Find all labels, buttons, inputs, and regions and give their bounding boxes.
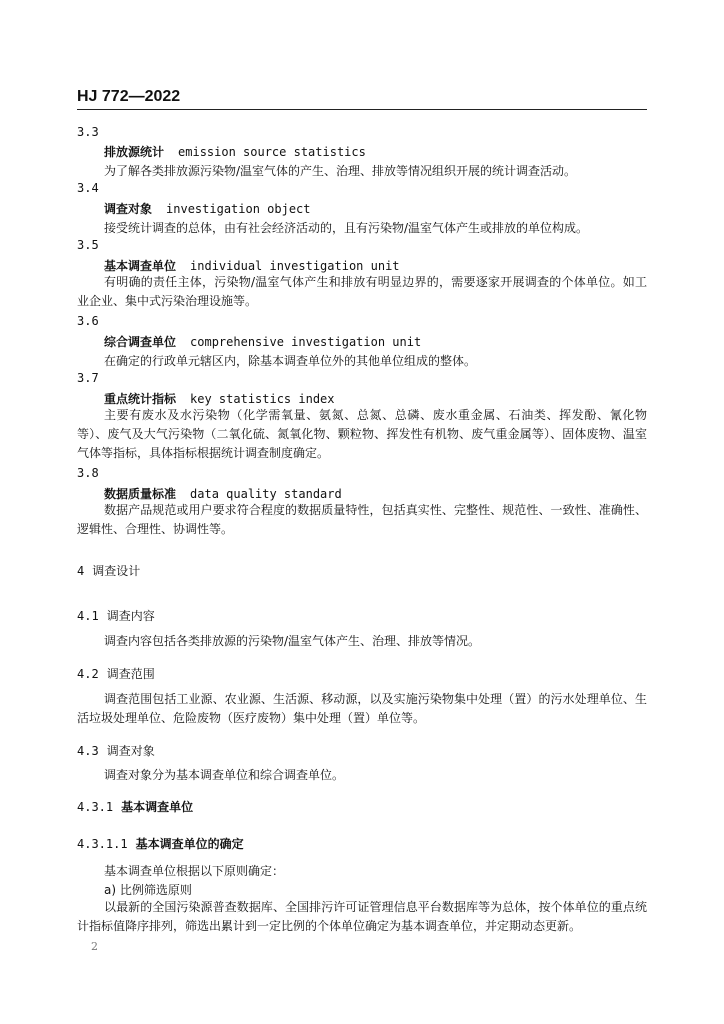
subsection-number: 4.2: [77, 667, 99, 681]
list-item: a) 比例筛选原则: [104, 883, 192, 897]
section-title: 调查设计: [92, 564, 141, 578]
subsection-title: 调查范围: [106, 667, 155, 681]
subsection-heading: [77, 607, 155, 624]
clause-number: 4.3.1.1: [77, 837, 128, 851]
clause-title: 基本调查单位: [121, 800, 194, 814]
term-number: 3.7: [77, 371, 99, 385]
paragraph: 调查对象分为基本调查单位和综合调查单位。: [104, 768, 345, 782]
term-heading: [104, 333, 421, 350]
clause-heading: [77, 835, 244, 852]
term-number: 3.5: [77, 238, 99, 252]
term-en: data quality standard: [190, 487, 342, 501]
term-definition: 接受统计调查的总体，由有社会经济活动的，且有污染物/温室气体产生或排放的单位构成。: [104, 221, 589, 235]
term-en: investigation object: [166, 202, 311, 216]
paragraph: 调查范围包括工业源、农业源、生活源、移动源，以及实施污染物集中处理（置）的污水处理单位、生活垃圾处理单位、危险废物（医疗废物）集中处理（置）单位等。: [77, 692, 647, 725]
clause-heading: [77, 798, 193, 815]
subsection-number: 4.3: [77, 744, 99, 758]
paragraph: 调查内容包括各类排放源的污染物/温室气体产生、治理、排放等情况。: [104, 634, 481, 648]
subsection-heading: [77, 742, 155, 759]
term-definition: 有明确的责任主体，污染物/温室气体产生和排放有明显边界的，需要逐家开展调查的个体单位。如工业企业、集中式污染治理设施等。: [77, 275, 647, 308]
subsection-heading: [77, 665, 155, 682]
term-definition: 数据产品规范或用户要求符合程度的数据质量特性，包括真实性、完整性、规范性、一致性、准确性、逻辑性、合理性、协调性等。: [77, 503, 647, 536]
term-heading: [104, 257, 400, 274]
term-en: individual investigation unit: [190, 259, 400, 273]
paragraph: 基本调查单位根据以下原则确定：: [104, 864, 285, 878]
term-number: 3.8: [77, 466, 99, 480]
subsection-title: 调查对象: [106, 744, 155, 758]
term-en: comprehensive investigation unit: [190, 335, 422, 349]
clause-number: 4.3.1: [77, 800, 114, 814]
term-heading: [104, 200, 311, 217]
paragraph: 以最新的全国污染源普查数据库、全国排污许可证管理信息平台数据库等为总体，按个体单位的重点统计指标值降序排列，筛选出累计到一定比例的个体单位确定为基本调查单位，并定期动态更新。: [77, 900, 647, 933]
term-en: emission source statistics: [178, 145, 366, 159]
subsection-number: 4.1: [77, 609, 99, 623]
page-number: 2: [91, 940, 98, 953]
term-zh: 重点统计指标: [104, 392, 177, 406]
term-zh: 调查对象: [104, 202, 153, 216]
term-heading: [104, 390, 335, 407]
subsection-title: 调查内容: [106, 609, 155, 623]
term-number: 3.4: [77, 181, 99, 195]
section-number: 4: [77, 564, 85, 578]
standard-number: HJ 772—2022: [77, 88, 181, 105]
term-en: key statistics index: [190, 392, 335, 406]
term-definition: 主要有废水及水污染物（化学需氧量、氨氮、总氮、总磷、废水重金属、石油类、挥发酚、氰化物等）、废气及大气污染物（二氧化硫、氮氧化物、颗粒物、挥发性有机物、废气重金属等）、固体废物、温室气体等指标，具体指标根据统计调查制度确定。: [77, 408, 647, 460]
term-number: 3.3: [77, 125, 99, 139]
section-heading: [77, 562, 140, 579]
term-zh: 数据质量标准: [104, 487, 177, 501]
term-number: 3.6: [77, 314, 99, 328]
clause-title: 基本调查单位的确定: [135, 837, 244, 851]
term-definition: 在确定的行政单元辖区内，除基本调查单位外的其他单位组成的整体。: [104, 354, 477, 368]
term-definition: 为了解各类排放源污染物/温室气体的产生、治理、排放等情况组织开展的统计调查活动。: [104, 164, 577, 178]
term-zh: 排放源统计: [104, 145, 165, 159]
term-heading: [104, 485, 342, 502]
term-heading: [104, 143, 366, 160]
term-zh: 基本调查单位: [104, 259, 177, 273]
header-rule: [77, 109, 647, 110]
term-zh: 综合调查单位: [104, 335, 177, 349]
